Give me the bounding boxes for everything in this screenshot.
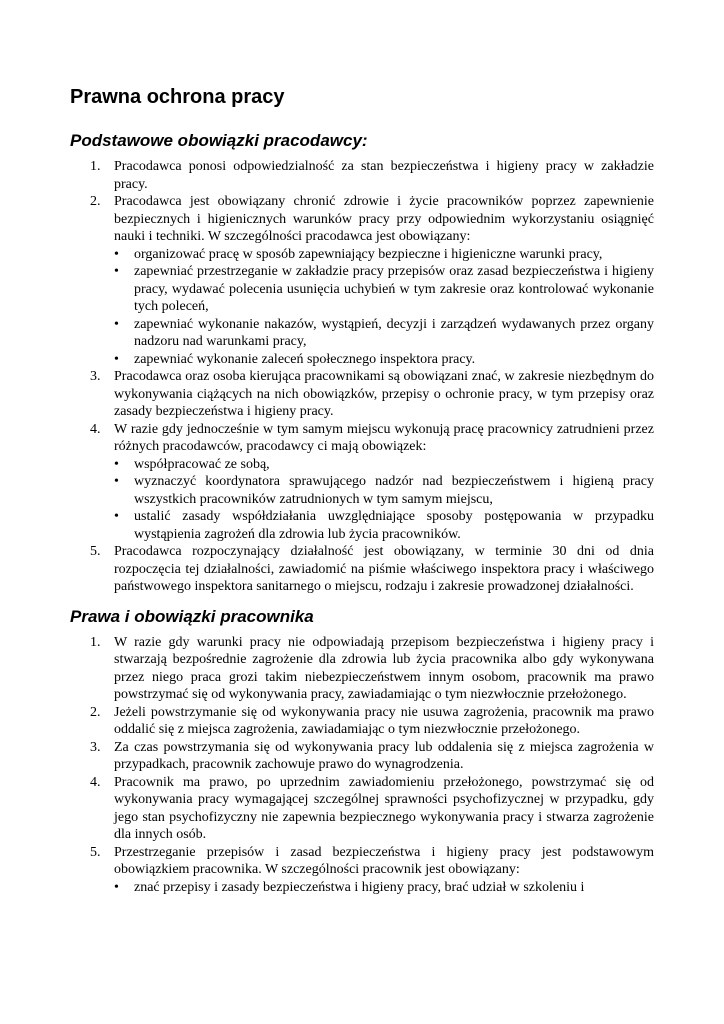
item-text: W razie gdy warunki pracy nie odpowiadają przepisom bezpieczeństwa i higieny pracy i stwarzają bezpośrednie zagrożenie dla zdrowia lub życia pracownika albo gdy wykonywana przez niego praca grozi takim niebezpieczeństwem innym osobom, pracownik ma prawo powstrzymać się od wykonywania pracy, zawiadamiając o tym niezwłocznie przełożonego.	[114, 634, 654, 702]
bullet-item: • współpracować ze sobą,	[114, 456, 270, 472]
list-item	[70, 421, 654, 544]
item-number: 3.	[90, 739, 101, 755]
bullet-icon: •	[114, 351, 119, 367]
item-text: Jeżeli powstrzymanie się od wykonywania pracy nie usuwa zagrożenia, pracownik ma prawo oddalić się z miejsca zagrożenia, zawiadamiając o tym niezwłocznie przełożonego.	[114, 704, 654, 737]
item-text: Pracownik ma prawo, po uprzednim zawiadomieniu przełożonego, powstrzymać się od wykonywania pracy wymagającej szczególnej sprawności psychofizycznej w przypadku, gdy jego stan psychofizyczny nie zapewnia bezpiecznego wykonywania pracy i stwarza zagrożenie dla innych osób.	[114, 774, 654, 842]
item-text: Pracodawca ponosi odpowiedzialność za stan bezpieczeństwa i higieny pracy w zakładzie pracy.	[114, 159, 654, 192]
employer-duties-heading: Podstawowe obowiązki pracodawcy:	[70, 131, 368, 150]
item-number: 5.	[90, 844, 101, 860]
list-item	[70, 193, 654, 368]
item-number: 5.	[90, 544, 101, 559]
employee-rights-heading: Prawa i obowiązki pracownika	[70, 606, 314, 626]
bullet-item: • organizować pracę w sposób zapewniający bezpieczne i higieniczne warunki pracy,	[114, 246, 603, 262]
page-title: Prawna ochrona pracy	[70, 86, 285, 108]
item-number: 1.	[90, 159, 101, 174]
bullet-item: • ustalić zasady współdziałania uwzględniające sposoby postępowania w przypadku wystąpienia zagrożeń dla zdrowia lub życia pracowników.	[114, 509, 654, 542]
list-item	[70, 704, 654, 739]
bullet-item: • zapewniać wykonanie zaleceń społecznego inspektora pracy.	[114, 351, 476, 367]
bullet-item: • wyznaczyć koordynatora sprawującego nadzór nad bezpieczeństwem i higieną pracy wszystkich pracowników zatrudnionych w tym samym miejscu,	[114, 474, 654, 507]
list-item	[70, 739, 654, 774]
bullet-icon: •	[114, 246, 119, 262]
bullet-list	[114, 879, 654, 897]
employer-duties-list	[70, 158, 654, 596]
item-number: 3.	[90, 369, 101, 384]
bullet-item: • znać przepisy i zasady bezpieczeństwa i higieny pracy, brać udział w szkoleniu i	[114, 879, 585, 895]
list-item	[70, 844, 654, 897]
bullet-icon: •	[114, 456, 119, 472]
bullet-list	[114, 456, 654, 544]
bullet-item: • zapewniać wykonanie nakazów, wystąpień, decyzji i zarządzeń wydawanych przez organy nadzoru nad warunkami pracy,	[114, 316, 654, 349]
item-number: 1.	[90, 634, 101, 650]
bullet-icon: •	[114, 474, 119, 489]
list-item	[70, 158, 654, 193]
bullet-icon: •	[114, 879, 119, 895]
bullet-item: • zapewniać przestrzeganie w zakładzie pracy przepisów oraz zasad bezpieczeństwa i higieny pracy, wydawać polecenia usunięcia uchybień w tym zakresie oraz kontrolować wykonanie tych poleceń,	[114, 264, 654, 314]
list-item	[70, 543, 654, 596]
list-item	[70, 368, 654, 421]
list-item	[70, 774, 654, 844]
item-text: Przestrzeganie przepisów i zasad bezpieczeństwa i higieny pracy jest podstawowym obowiązkiem pracownika. W szczególności pracownik jest obowiązany:	[114, 844, 654, 877]
employee-rights-list	[70, 634, 654, 897]
item-text: W razie gdy jednocześnie w tym samym miejscu wykonują pracę pracownicy zatrudnieni przez różnych pracodawców, pracodawcy ci mają obowiązek:	[114, 421, 654, 454]
bullet-list	[114, 246, 654, 369]
item-number: 4.	[90, 774, 101, 790]
bullet-icon: •	[114, 509, 119, 524]
bullet-icon: •	[114, 316, 119, 332]
item-text: Pracodawca oraz osoba kierująca pracownikami są obowiązani znać, w zakresie niezbędnym do wykonywania ciążących na nich obowiązków, przepisy o ochronie pracy, w tym przepisy oraz zasady bezpieczeństwa i higieny pracy.	[114, 369, 654, 419]
item-number: 4.	[90, 421, 101, 437]
item-number: 2.	[90, 194, 101, 209]
item-text: Za czas powstrzymania się od wykonywania pracy lub oddalenia się z miejsca zagrożenia w przypadkach, pracownik zachowuje prawo do wynagrodzenia.	[114, 739, 654, 772]
bullet-icon: •	[114, 264, 119, 279]
item-number: 2.	[90, 704, 101, 720]
list-item	[70, 634, 654, 704]
item-text: Pracodawca jest obowiązany chronić zdrowie i życie pracowników poprzez zapewnienie bezpiecznych i higienicznych warunków pracy przy odpowiednim wykorzystaniu osiągnięć nauki i techniki. W szczególności pracodawca jest obowiązany:	[114, 194, 654, 244]
item-text: Pracodawca rozpoczynający działalność jest obowiązany, w terminie 30 dni od dnia rozpoczęcia tej działalności, zawiadomić na piśmie właściwego inspektora pracy i właściwego państwowego inspektora sanitarnego o miejscu, rodzaju i zakresie prowadzonej działalności.	[114, 544, 654, 594]
